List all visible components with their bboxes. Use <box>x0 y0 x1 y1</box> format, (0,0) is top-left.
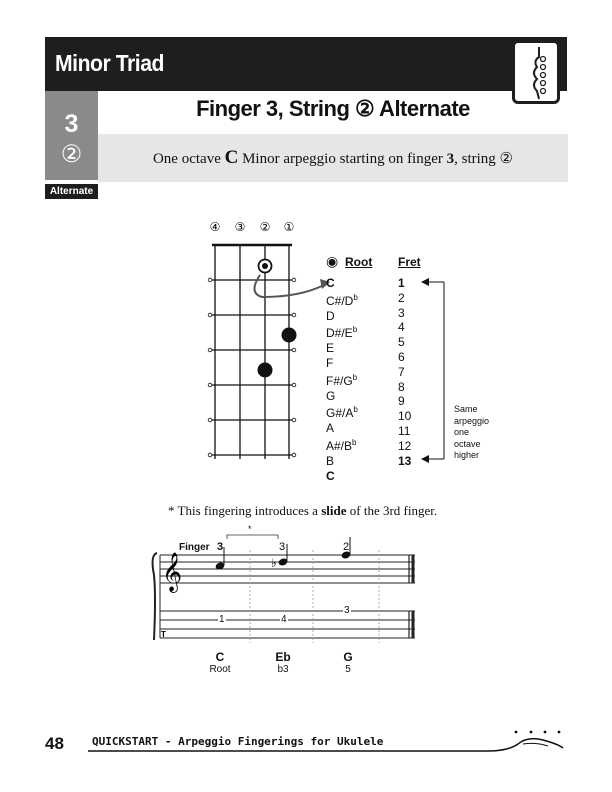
fret-end <box>292 418 296 422</box>
string-lines <box>215 245 289 459</box>
fret-row: 5 <box>398 335 405 350</box>
side-string-symbol: ② <box>60 141 83 168</box>
fret-end <box>208 418 212 422</box>
page-title: Minor Triad <box>55 50 164 76</box>
svg-text:♭: ♭ <box>271 556 277 570</box>
fret-column <box>398 276 411 468</box>
fret-row: 12 <box>398 438 412 453</box>
string-label-3: ② <box>259 220 271 234</box>
section-title: Finger 3, String ② Alternate <box>196 96 470 121</box>
fret-row: 1 <box>398 276 405 290</box>
page-number: 48 <box>45 734 64 753</box>
note-row: C <box>326 468 335 483</box>
note-row: C <box>326 276 335 290</box>
finger-2: 3 <box>279 541 286 553</box>
footer-title: QUICKSTART - Arpeggio Fingerings for Ukulele <box>92 735 384 748</box>
ukulele-tab-icon <box>512 40 560 104</box>
fret-lines <box>208 245 296 457</box>
fret-end <box>208 313 212 317</box>
note-row: A <box>326 421 335 436</box>
fret-end <box>292 278 296 282</box>
fret-column-header: Fret <box>398 255 421 269</box>
note-row: $G\#/A^b$ <box>326 405 358 421</box>
tab-number-3: 3 <box>344 605 350 616</box>
fret-end <box>292 313 296 317</box>
fret-end <box>292 348 296 352</box>
fret-end <box>208 348 212 352</box>
octave-note <box>454 404 489 462</box>
fret-end <box>208 278 212 282</box>
tab-number-1: 1 <box>219 614 225 625</box>
tab-number-2: 4 <box>281 614 287 625</box>
tab-clef: T <box>161 630 166 639</box>
note-column <box>326 276 358 483</box>
string-labels <box>210 220 295 234</box>
note-row: D <box>326 308 335 323</box>
chord-3: G 5 <box>343 650 353 675</box>
finger-label: Finger <box>179 542 210 553</box>
octave-note-line: octave <box>454 438 481 449</box>
octave-note-line: one <box>454 427 470 437</box>
fret-row: 9 <box>398 394 405 409</box>
root-column-header: Root <box>345 255 373 269</box>
note-row: B <box>326 453 335 468</box>
side-finger-number: 3 <box>64 110 79 138</box>
finger-dot-string1 <box>282 328 297 343</box>
chord-2: Eb b3 <box>275 650 291 675</box>
finger-1: 3 <box>217 541 224 553</box>
note-row: $C\#/D^b$ <box>326 292 358 308</box>
description-text: One octave C Minor arpeggio starting on finger 3, string ② <box>152 147 514 168</box>
slide-bracket <box>227 535 278 539</box>
finger-3: 2 <box>343 541 350 553</box>
note-row: F <box>326 355 334 370</box>
octave-note-line: Same <box>454 404 478 414</box>
fret-end <box>208 453 212 457</box>
note-row: $A\#/B^b$ <box>326 437 357 453</box>
note-row: $D\#/E^b$ <box>326 325 358 341</box>
fret-row: 8 <box>398 379 405 394</box>
octave-note-line: arpeggio <box>454 415 490 426</box>
string-label-2: ③ <box>234 220 246 234</box>
fret-end <box>292 383 296 387</box>
slide-mark: * <box>248 524 252 534</box>
bracket-arrow-top <box>421 278 429 286</box>
finger-dot-string2 <box>258 363 273 378</box>
system-brace <box>153 553 157 640</box>
bracket-arrow-bottom <box>421 455 429 463</box>
note-row: E <box>326 341 335 356</box>
chord-1: C Root <box>209 650 231 675</box>
note-row: $F\#/G^b$ <box>326 372 358 388</box>
string-label-4: ① <box>283 220 295 234</box>
root-marker <box>259 260 272 273</box>
alternate-tag: Alternate <box>45 184 98 199</box>
fret-row: 7 <box>398 364 405 379</box>
fret-row: 6 <box>398 349 405 364</box>
fret-row: 11 <box>398 423 411 438</box>
string-label-1: ④ <box>209 220 221 234</box>
root-legend-icon: ◉ <box>326 253 339 269</box>
footer-line <box>88 726 570 756</box>
fret-row: 10 <box>398 409 412 424</box>
fret-row: 2 <box>398 290 405 305</box>
fret-end <box>208 383 212 387</box>
octave-note-line: higher <box>454 450 480 460</box>
fret-row: 3 <box>398 305 405 320</box>
fret-row: 13 <box>398 453 412 468</box>
note-row: G <box>326 388 336 403</box>
footnote: * This fingering introduces a slide of the 3rd finger. <box>168 503 438 518</box>
fret-end <box>292 453 296 457</box>
treble-clef: 𝄞 <box>162 552 183 592</box>
fret-row: 4 <box>398 320 405 335</box>
